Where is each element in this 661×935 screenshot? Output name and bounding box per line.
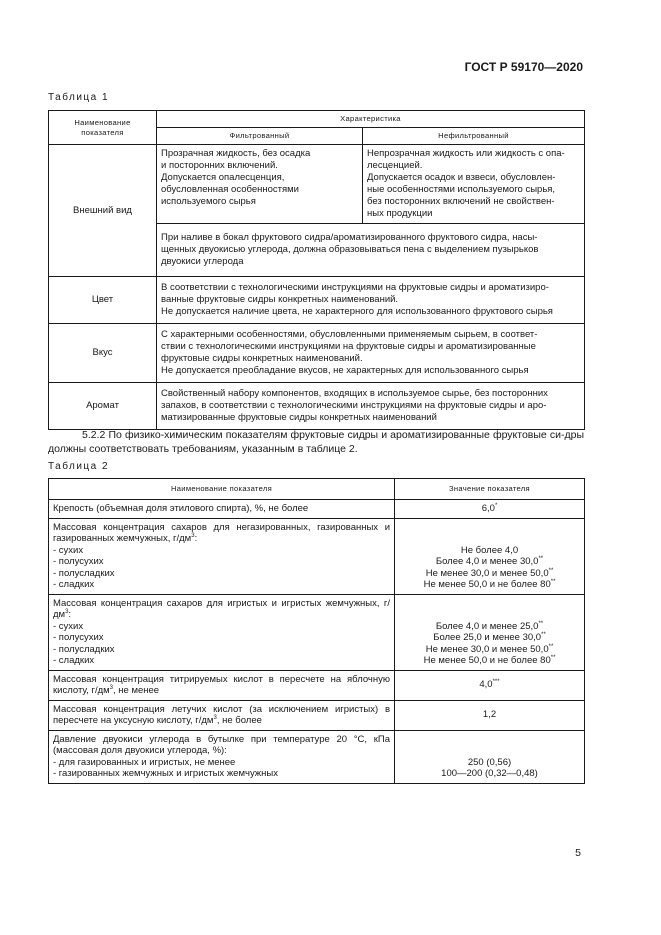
t2-header-value: Значение показателя	[395, 479, 585, 500]
t1-color-name: Цвет	[49, 277, 157, 324]
t2-pressure-name: Давление двуокиси углерода в бутылке при температуре 20 °С, кПа (массовая доля двуокиси углерода, %): - для газированных и игристых, не менее - газированных жемчужных и игристых жемчужных	[49, 730, 395, 783]
table1-caption: Таблица 1	[48, 92, 110, 103]
t1-header-name: Наименование показателя	[49, 111, 157, 145]
t2-volatile-name: Массовая концентрация летучих кислот (за исключением игристых) в пересчете на уксусную кислоту, $г/дм^3$, не более	[49, 700, 395, 730]
t2-strength-name: Крепость (объемная доля этилового спирта), %, не более	[49, 500, 395, 519]
table1-organoleptic	[48, 110, 585, 430]
t2-header-name: Наименование показателя	[49, 479, 395, 500]
t1-taste-text: С характерными особенностями, обусловленными применяемым сырьем, в соответ- ствии с технологическими инструкциями на фруктовые сидры и ароматизированные фруктовые сидры конкретных наименований. Не допускается преобладание вкусов, не характерных для использованного сырья	[157, 324, 585, 383]
t1-appearance-filtered: Прозрачная жидкость, без осадка и посторонних включений. Допускается опалесценция, обусловленная особенностями используемого сырья	[157, 145, 363, 224]
section-paragraph: 5.2.2 По физико-химическим показателям фруктовые сидры и ароматизированные фруктовые си-дры должны соответствовать требованиям, указанным в таблице 2.	[48, 429, 584, 455]
t2-strength-value: 6,0*	[395, 500, 585, 519]
t1-header-filtered: Фильтрованный	[157, 128, 363, 145]
t1-aroma-text: Свойственный набору компонентов, входящих в используемое сырье, без посторонних запахов, в соответствии с технологическими инструкциями на фруктовые сидры и аро- матизированные фруктовые сидры конкретных наименований	[157, 383, 585, 430]
t2-sugar-still-values: Не более 4,0 Более 4,0 и менее 30,0** Не менее 30,0 и менее 50,0** Не менее 50,0 и не более 80**	[395, 518, 585, 594]
t1-appearance-common: При наливе в бокал фруктового сидра/ароматизированного фруктового сидра, насы- щенных двуокисью углерода, должна образовываться пена с выделением пузырьков двуокиси углерода	[157, 224, 585, 277]
page-number: 5	[575, 847, 581, 859]
t1-header-unfiltered: Нефильтрованный	[363, 128, 585, 145]
table2-physicochemical	[48, 478, 585, 784]
table2-caption: Таблица 2	[48, 461, 110, 472]
t2-sugar-sparkling-name: Массовая концентрация сахаров для игристых и игристых жемчужных, $г/дм^3$: - сухих - полусухих - полусладких - сладких	[49, 594, 395, 670]
t1-appearance-name: Внешний вид	[49, 145, 157, 277]
t2-sugar-still-name: Массовая концентрация сахаров для негазированных, газированных и газированных жемчужных, $г/дм^3$: - сухих - полусухих - полусладких - сладких	[49, 518, 395, 594]
t1-taste-name: Вкус	[49, 324, 157, 383]
t2-volatile-value: 1,2	[395, 700, 585, 730]
t1-appearance-unfiltered: Непрозрачная жидкость или жидкость с опа- лесценцией. Допускается осадок и взвеси, обусловлен- ные особенностями используемого сырья, без посторонних включений не свойствен- ных продукции	[363, 145, 585, 224]
t2-titratable-value: 4,0***	[395, 670, 585, 700]
t2-pressure-values: 250 (0,56) 100—200 (0,32—0,48)	[395, 730, 585, 783]
t1-color-text: В соответствии с технологическими инструкциями на фруктовые сидры и ароматизиро- ванные фруктовые сидры конкретных наименований. Не допускается наличие цвета, не характерного для использованного фруктового сырья	[157, 277, 585, 324]
document-code: ГОСТ Р 59170—2020	[464, 60, 583, 74]
t2-titratable-name: Массовая концентрация титрируемых кислот в пересчете на яблочную кислоту, $г/дм^3$, не менее	[49, 670, 395, 700]
t1-header-characteristic: Характеристика	[157, 111, 585, 128]
t2-sugar-sparkling-values: Более 4,0 и менее 25,0** Более 25,0 и менее 30,0** Не менее 30,0 и менее 50,0** Не менее 50,0 и не более 80**	[395, 594, 585, 670]
t1-aroma-name: Аромат	[49, 383, 157, 430]
